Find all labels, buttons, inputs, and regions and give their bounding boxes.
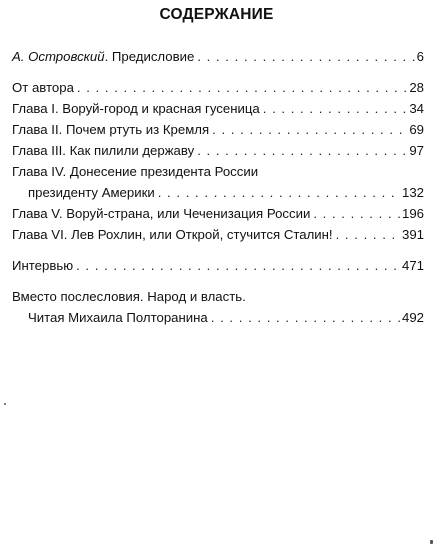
dot-leader [211,307,400,328]
entry-title: Глава III. Как пилили державу [12,143,195,158]
entry-page-number: 492 [401,310,424,325]
group-divider [12,67,424,77]
page-title: СОДЕРЖАНИЕ [159,6,274,23]
entry-title: Интервью [12,258,74,273]
toc-entry-interview [12,255,424,276]
entry-page-number: 196 [401,206,424,221]
entry-page-number: 34 [409,101,424,116]
toc-entry-chapter-2 [12,119,424,140]
dot-leader [313,203,400,224]
entry-page-number: 471 [401,258,424,273]
dot-leader [77,77,407,98]
dot-leader [263,98,408,119]
group-divider [12,276,424,286]
entry-title: Читая Михаила Полторанина [28,310,208,325]
entry-title-text: Предисловие [111,49,195,64]
group-divider [12,245,424,255]
dot-leader [76,255,400,276]
entry-page-number: 97 [409,143,424,158]
entry-author: А. Островский [12,49,105,64]
entry-title: президенту Америки [28,185,155,200]
toc-entry-afterword-line1: Вместо послесловия. Народ и власть. [12,289,246,304]
entry-title: Глава I. Воруй-город и красная гусеница [12,101,260,116]
entry-title: Глава II. Почем ртуть из Кремля [12,122,210,137]
dot-leader [212,119,407,140]
dot-leader [197,46,414,67]
toc-entry-chapter-4-line1: Глава IV. Донесение президента России [12,164,259,179]
toc-entry-preface [12,46,424,67]
dot-leader [336,224,400,245]
entry-page-number: 391 [401,227,424,242]
toc-entry-from-author [12,77,424,98]
entry-title: Глава VI. Лев Рохлин, или Открой, стучится Сталин! [12,227,333,242]
entry-author-separator: . [104,49,112,64]
entry-page-number: 69 [409,122,424,137]
toc-entry-afterword [12,307,424,328]
toc-entry-chapter-4 [12,182,424,203]
entry-page-number: 6 [416,49,424,64]
toc-entry-chapter-5 [12,203,424,224]
entry-title [12,46,194,67]
dot-leader [197,140,407,161]
entry-title: От автора [12,80,74,95]
entry-page-number: 28 [409,80,424,95]
toc-entry-chapter-1 [12,98,424,119]
toc-entry-chapter-3 [12,140,424,161]
print-speck [4,403,6,405]
entry-page-number: 132 [401,185,424,200]
dot-leader [158,182,400,203]
toc-entry-chapter-6 [12,224,424,245]
table-of-contents [12,46,424,328]
entry-title: Глава V. Воруй-страна, или Чеченизация России [12,206,311,221]
